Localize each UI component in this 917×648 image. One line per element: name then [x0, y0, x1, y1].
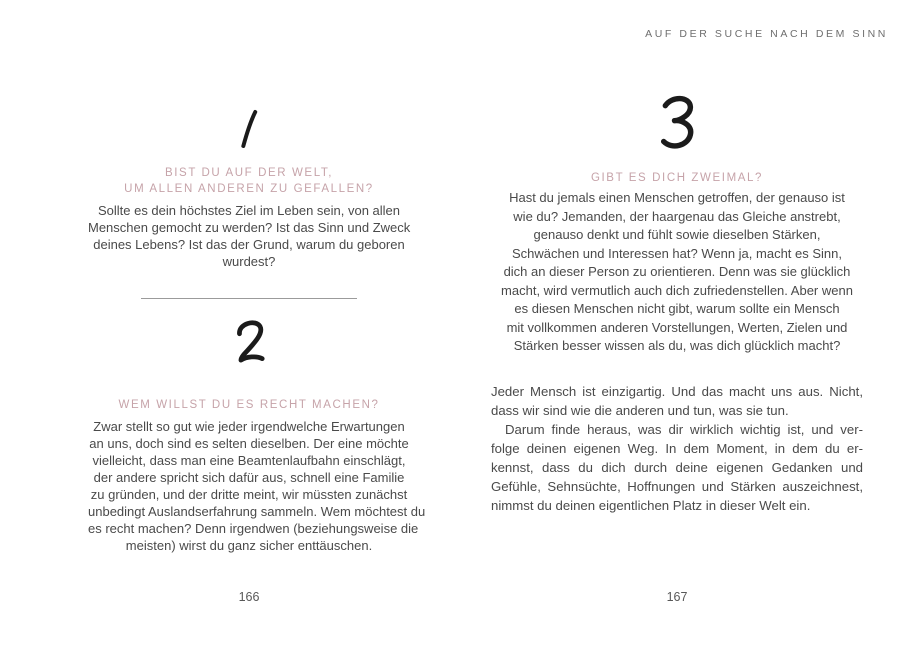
section-3: [491, 91, 863, 356]
right-page: [491, 85, 863, 515]
section-1-body: Sollte es dein höchstes Ziel im Leben sein, von allen Menschen gemocht zu werden? Ist das Sinn und Zweck deines Lebens? Ist das der Grund, warum du geboren wurdest?: [88, 203, 411, 269]
section-2-body: Zwar stellt so gut wie jeder irgendwelche Erwartungen an uns, doch sind es selten dieselben. Der eine möchte vielleicht, dass man eine Beamtenlaufbahn einschlägt, der andere spricht sich dafür aus, schnell eine Familie zu gründen, und der dritte meint, wir müssten zunächst unbedingt Auslandserfahrung sammeln. Wem möchtest du es recht machen? Denn irgendwen (beziehungsweise die meisten) wirst du ganz sicher enttäuschen.: [88, 419, 426, 553]
section-3-heading: GIBT ES DICH ZWEIMAL?: [590, 172, 764, 184]
section-1-brush-numeral: [88, 100, 410, 158]
section-2-heading: WEM WILLST DU ES RECHT MACHEN?: [118, 399, 380, 411]
closing-paragraph-1: Jeder Mensch ist einzigartig. Und das macht uns aus. Nicht, dass wir sind wie die anderen und tun, was sie tun.: [491, 383, 863, 418]
section-1-heading: BIST DU AUF DER WELT, UM ALLEN ANDEREN ZU GEFALLEN?: [124, 167, 374, 195]
section-1: [88, 100, 410, 270]
closing-paragraph-2: Darum finde heraus, was dir wirklich wichtig ist, und ver- folge deinen eigenen Weg. In dem Moment, in dem du er- kennst, dass du dich durch deine eigenen Gedanken und Gefühle, Sehnsüchte, Hoffnungen und Stärken auszeichnest, nimmst du deinen eigentlichen Platz in dieser Welt ein.: [491, 421, 863, 513]
section-2-brush-numeral: [88, 315, 410, 373]
running-header: AUF DER SUCHE NACH DEM SINN: [645, 28, 888, 40]
left-page: [88, 88, 426, 554]
page-number-right: 167: [666, 590, 688, 604]
page-number-left: 166: [238, 590, 260, 604]
closing-text-block: [491, 382, 863, 515]
section-3-brush-numeral: [491, 91, 863, 157]
section-3-body: Hast du jemals einen Menschen getroffen, der genauso ist wie du? Jemanden, der haargenau das Gleiche anstrebt, genauso denkt und fühlt sowie dieselben Stärken, Schwächen und Interessen hat? Wenn ja, macht es Sinn, dich an dieser Person zu orientieren. Denn was sie glücklich macht, wird vermutlich auch dich zufriedenstellen. Aber wenn es diesen Menschen nicht gibt, warum sollte ein Mensch mit vollkommen anderen Vorstellungen, Werten, Zielen und Stärken besser wissen als du, was dich glücklich macht?: [501, 190, 853, 353]
section-divider: [141, 298, 357, 299]
section-2: [88, 315, 426, 554]
